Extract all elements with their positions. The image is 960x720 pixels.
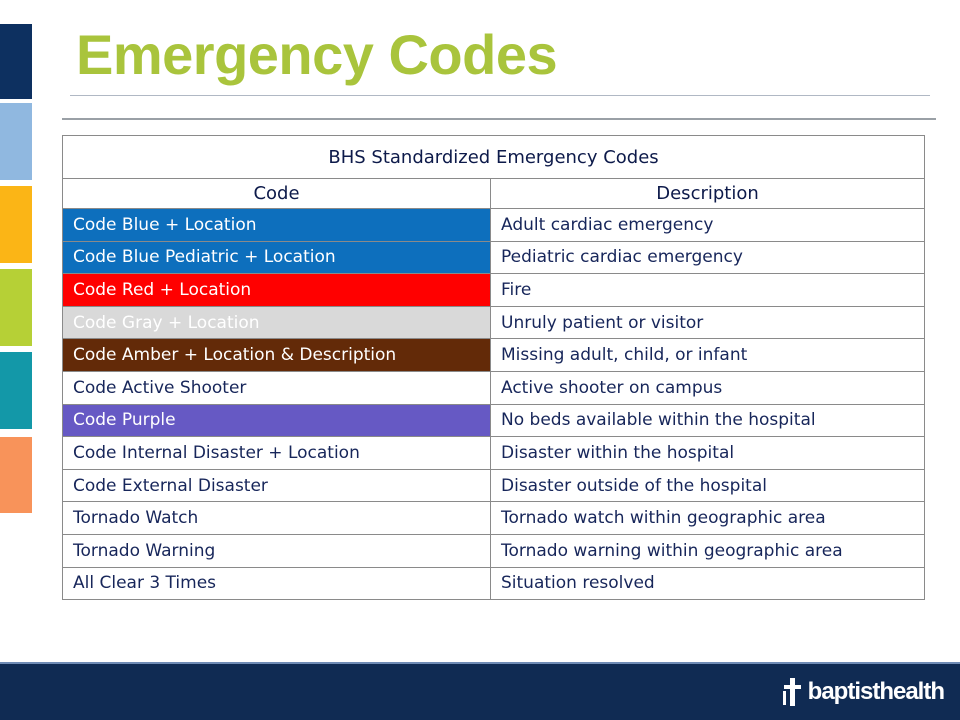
description-cell: Disaster within the hospital — [491, 437, 925, 470]
table-top-divider — [62, 118, 936, 120]
table-row — [63, 534, 925, 567]
table-row — [63, 339, 925, 372]
code-cell: Code Active Shooter — [63, 371, 491, 404]
description-cell: Tornado watch within geographic area — [491, 502, 925, 535]
code-cell: Code Amber + Location & Description — [63, 339, 491, 372]
code-cell: Tornado Warning — [63, 534, 491, 567]
description-cell: No beds available within the hospital — [491, 404, 925, 437]
description-cell: Fire — [491, 274, 925, 307]
side-tab-yellow — [0, 186, 32, 263]
table-row — [63, 241, 925, 274]
description-cell: Missing adult, child, or infant — [491, 339, 925, 372]
table-row — [63, 404, 925, 437]
side-tab-green — [0, 269, 32, 346]
code-cell: Code Blue + Location — [63, 209, 491, 242]
code-cell: Code Purple — [63, 404, 491, 437]
description-cell: Situation resolved — [491, 567, 925, 600]
table-caption-row — [63, 136, 925, 179]
description-cell: Adult cardiac emergency — [491, 209, 925, 242]
description-cell: Active shooter on campus — [491, 371, 925, 404]
table-caption: BHS Standardized Emergency Codes — [63, 136, 925, 179]
emergency-codes-table — [62, 135, 925, 600]
slide-title: Emergency Codes — [76, 23, 558, 86]
side-tab-orange — [0, 437, 32, 513]
table-row — [63, 274, 925, 307]
table-row — [63, 502, 925, 535]
side-tab-navy — [0, 24, 32, 99]
code-cell: Code Gray + Location — [63, 306, 491, 339]
description-cell: Disaster outside of the hospital — [491, 469, 925, 502]
table-header-row — [63, 179, 925, 209]
table-body — [63, 209, 925, 600]
column-header-description: Description — [491, 179, 925, 209]
table-row — [63, 306, 925, 339]
code-cell: All Clear 3 Times — [63, 567, 491, 600]
column-header-code: Code — [63, 179, 491, 209]
code-cell: Tornado Watch — [63, 502, 491, 535]
baptist-health-logo — [782, 676, 944, 708]
code-cell: Code Red + Location — [63, 274, 491, 307]
code-cell: Code External Disaster — [63, 469, 491, 502]
side-tab-teal — [0, 352, 32, 429]
description-cell: Tornado warning within geographic area — [491, 534, 925, 567]
table-row — [63, 469, 925, 502]
description-cell: Pediatric cardiac emergency — [491, 241, 925, 274]
table-row — [63, 371, 925, 404]
cross-icon — [782, 677, 804, 707]
logo-text: baptisthealth — [807, 678, 944, 705]
side-tab-light-blue — [0, 103, 32, 180]
table-row — [63, 567, 925, 600]
title-divider — [70, 95, 930, 96]
table-row — [63, 209, 925, 242]
description-cell: Unruly patient or visitor — [491, 306, 925, 339]
code-cell: Code Blue Pediatric + Location — [63, 241, 491, 274]
table-row — [63, 437, 925, 470]
code-cell: Code Internal Disaster + Location — [63, 437, 491, 470]
